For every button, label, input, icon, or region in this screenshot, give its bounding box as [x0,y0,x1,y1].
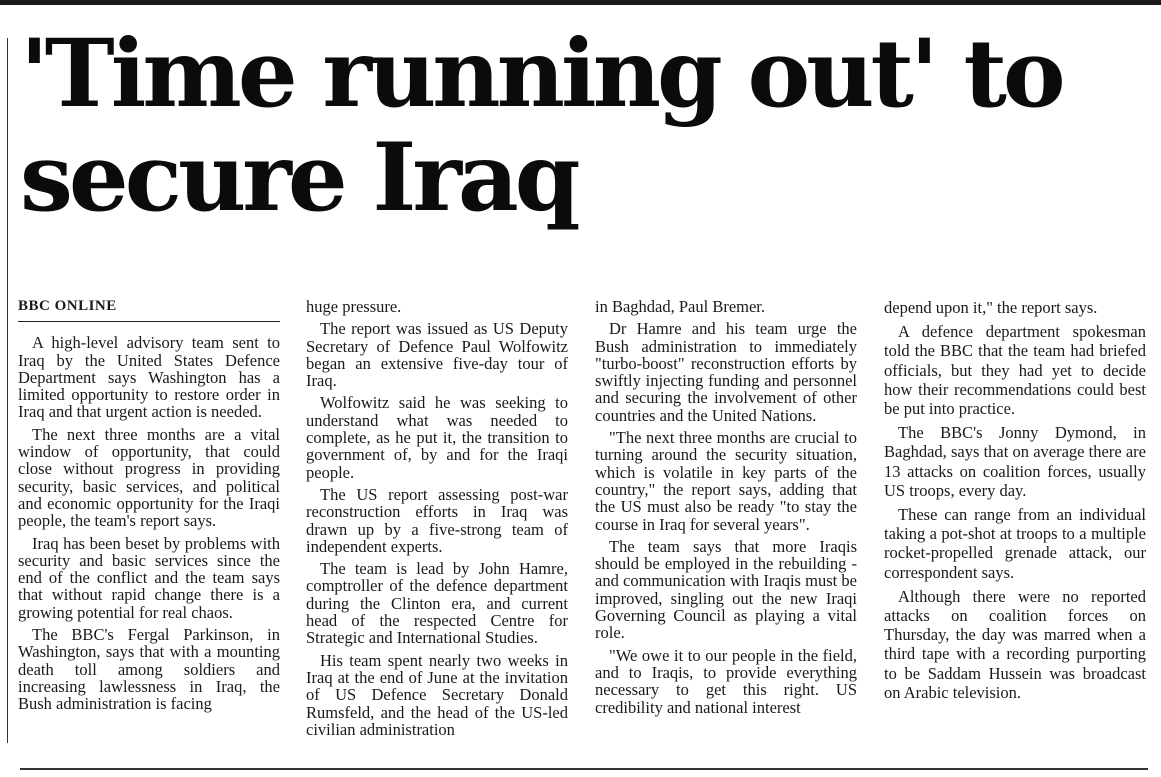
top-rule [0,0,1161,5]
paragraph: The team is lead by John Hamre, comptroller of the defence department during the Clinton era, and current head of the respected Centre for Strategic and International Studies. [306,559,568,648]
column-4 [884,298,1146,760]
paragraph: "The next three months are crucial to turning around the security situation, which is volatile in key parts of the country," the report says, adding that the US must also be ready "to stay the course in Iraq for several years". [595,428,857,534]
column-2 [306,298,568,760]
paragraph: Although there were no reported attacks on coalition forces on Thursday, the day was marred when a third tape with a recording purporting to be Saddam Hussein was broadcast on Arabic television. [884,586,1146,702]
paragraph: A defence department spokesman told the BBC that the team had briefed officials, but they had yet to decide how their recommendations could best be put into practice. [884,322,1146,419]
paragraph: The US report assessing post-war reconstruction efforts in Iraq was drawn up by a five-strong team of independent experts. [306,484,568,556]
column-1 [18,298,280,760]
paragraph: These can range from an individual taking a pot-shot at troops to a multiple rocket-propelled grenade attack, our correspondent says. [884,505,1146,582]
byline: BBC ONLINE [18,298,280,322]
paragraph: huge pressure. [306,298,402,316]
paragraph: The BBC's Jonny Dymond, in Baghdad, says that on average there are 13 attacks on coalition forces, usually US troops, every day. [884,423,1146,500]
left-rule [7,38,8,743]
paragraph: Wolfowitz said he was seeking to understand what was needed to complete, as he put it, the transition to government of, by and for the Iraqi people. [306,393,568,482]
bottom-rule [20,768,1148,770]
paragraph: Dr Hamre and his team urge the Bush administration to immediately "turbo-boost" reconstruction efforts by swiftly injecting funding and personnel and securing the involvement of other countries and the United Nations. [595,319,857,425]
headline-line-2: secure Iraq [20,123,577,233]
paragraph: The next three months are a vital window of opportunity, that could close without progress in providing security, basic services, and political and economic opportunity for the Iraqi people, the team's report says. [18,424,280,531]
headline [20,19,1150,233]
paragraph: The report was issued as US Deputy Secretary of Defence Paul Wolfowitz began an extensive five-day tour of Iraq. [306,319,568,391]
paragraph: His team spent nearly two weeks in Iraq at the end of June at the invitation of US Defence Secretary Donald Rumsfeld, and the head of the US-led civilian administration [306,650,568,739]
paragraph: "We owe it to our people in the field, and to Iraqis, to provide everything necessary to get this right. US credibility and national interest [595,645,857,717]
paragraph: in Baghdad, Paul Bremer. [595,298,766,316]
paragraph: depend upon it," the report says. [884,298,1098,317]
paragraph: A high-level advisory team sent to Iraq by the United States Defence Department says Washington has a limited opportunity to restore order in Iraq and that urgent action is needed. [18,333,280,422]
column-3 [595,298,857,760]
headline-line-1: 'Time running out' to [20,19,1062,129]
paragraph: Iraq has been beset by problems with security and basic services since the end of the conflict and the team says that without rapid change there is a growing potential for real chaos. [18,533,280,622]
paragraph: The BBC's Fergal Parkinson, in Washington, says that with a mounting death toll among soldiers and increasing lawlessness in Iraq, the Bush administration is facing [18,625,280,714]
paragraph: The team says that more Iraqis should be employed in the rebuilding - and communication with Iraqis must be improved, singling out the new Iraqi Governing Council as playing a vital role. [595,536,857,643]
